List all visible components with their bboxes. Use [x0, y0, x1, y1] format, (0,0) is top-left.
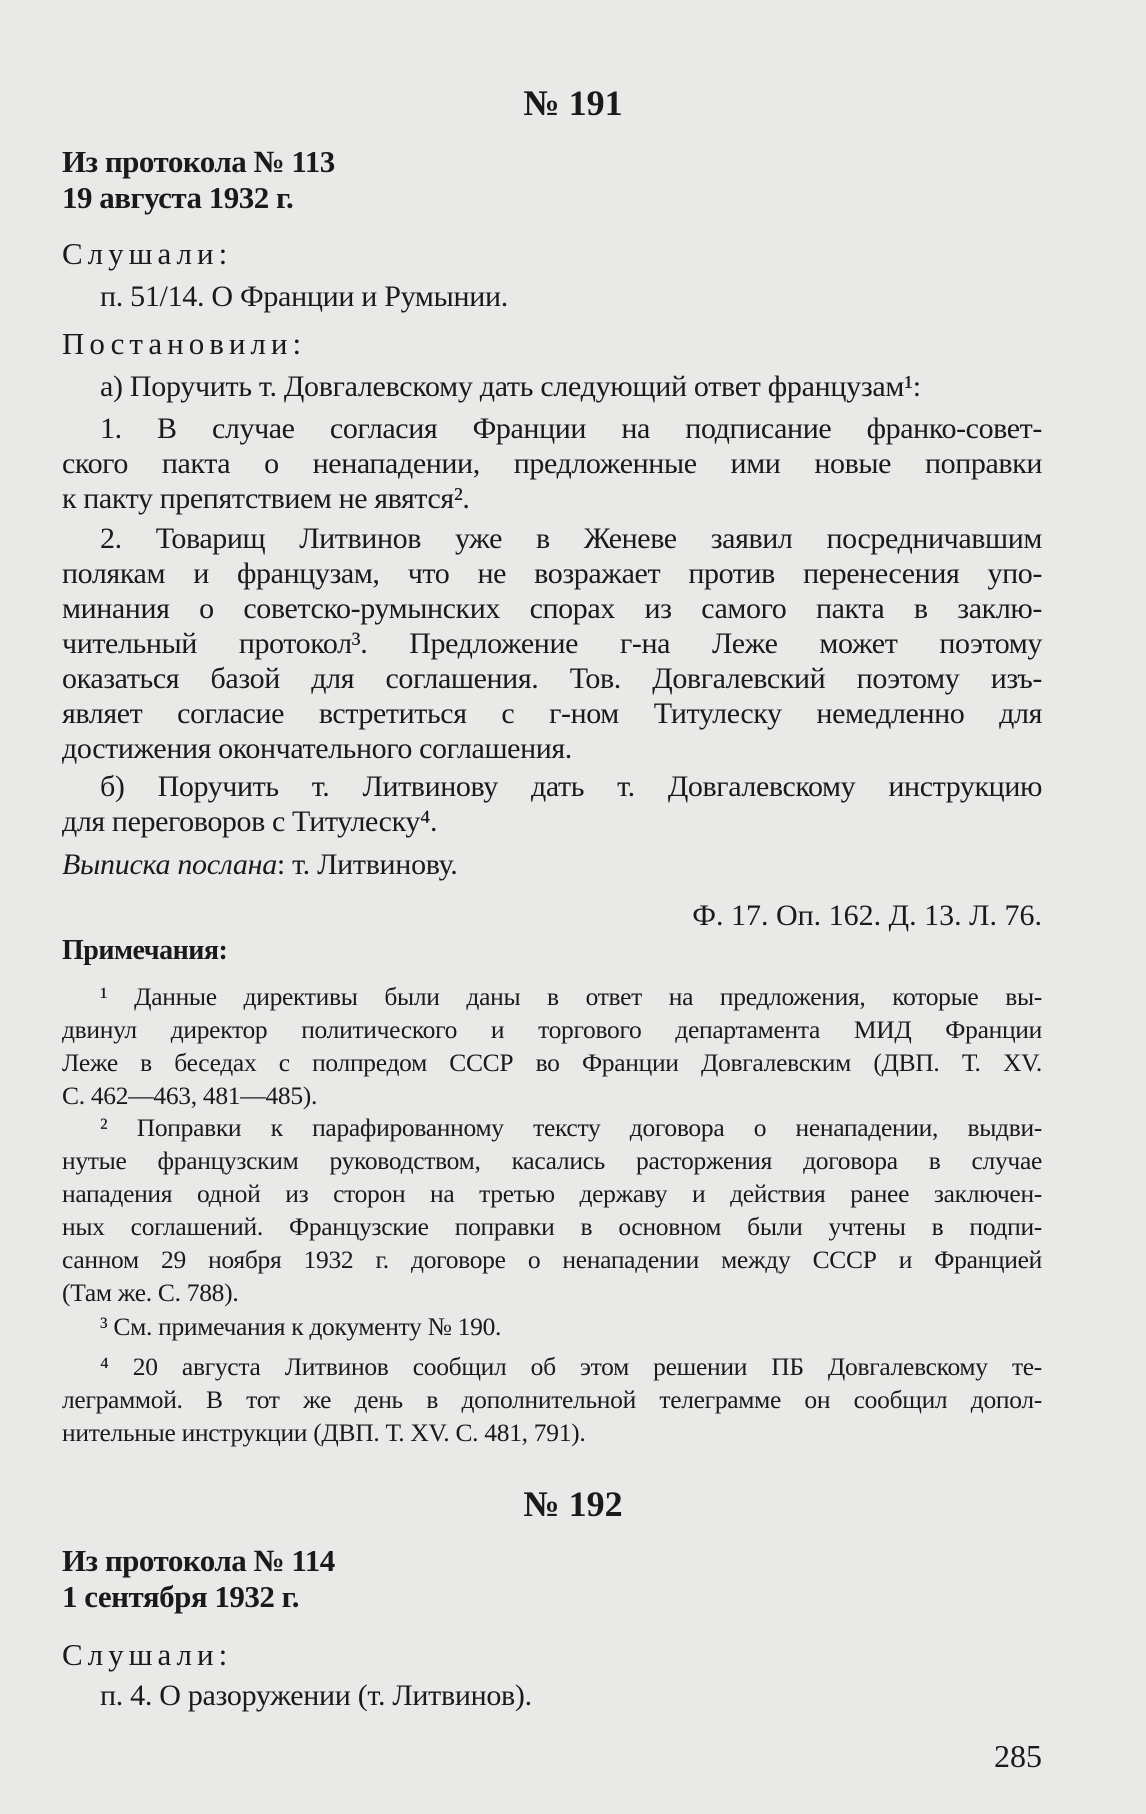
text-line: С. 462—463, 481—485). [62, 1081, 318, 1110]
text-line: санном 29 ноября 1932 г. договоре о ненападении между СССР и Францией [62, 1245, 1042, 1274]
protocol-title: Из протокола № 113 [62, 144, 335, 179]
point-2 [62, 521, 1042, 766]
protocol-title: Из протокола № 114 [62, 1543, 335, 1578]
extract-label: Выписка послана [62, 848, 277, 881]
text-line: нительные инструкции (ДВП. Т. XV. С. 481, 791). [62, 1418, 586, 1447]
text-line: 1. В случае согласия Франции на подписание франко-совет- [100, 412, 1042, 445]
text-line: к пакту препятствием не явятся². [62, 482, 470, 515]
page-number: 285 [994, 1738, 1042, 1774]
document-number-191: № 191 [523, 83, 623, 123]
decision-item-b [62, 769, 1042, 839]
footnote-1 [62, 980, 1042, 1112]
protocol-date: 19 августа 1932 г. [62, 180, 294, 215]
extract-sent [62, 848, 458, 882]
text-line: ского пакта о ненападении, предложенные ими новые поправки [62, 447, 1042, 480]
archive-reference: Ф. 17. Оп. 162. Д. 13. Л. 76. [692, 899, 1042, 932]
protocol-date: 1 сентября 1932 г. [62, 1579, 299, 1614]
heard-item: п. 51/14. О Франции и Румынии. [100, 280, 508, 313]
text-line: нападения одной из сторон на третью державу и действия ранее заключен- [62, 1179, 1042, 1208]
document-number-192: № 192 [523, 1484, 623, 1524]
text-line: для переговоров с Титулеску⁴. [62, 805, 438, 838]
text-line: леграммой. В тот же день в дополнительной телеграмме он сообщил допол- [62, 1385, 1042, 1414]
text-line: полякам и французам, что не возражает против перенесения упо- [62, 557, 1042, 590]
decided-label: Постановили: [62, 326, 307, 361]
protocol-heading-113 [62, 144, 335, 216]
footnote-4 [62, 1350, 1042, 1449]
text-line: ⁴ 20 августа Литвинов сообщил об этом решении ПБ Довгалевскому те- [100, 1352, 1042, 1381]
protocol-heading-114 [62, 1543, 335, 1615]
notes-heading: Примечания: [62, 935, 228, 966]
heard-item: п. 4. О разоружении (т. Литвинов). [100, 1679, 532, 1712]
text-line: 2. Товарищ Литвинов уже в Женеве заявил посредничавшим [100, 522, 1042, 555]
text-line: чительный протокол³. Предложение г-на Леже может поэтому [62, 627, 1042, 660]
text-line: минания о советско-румынских спорах из самого пакта в заклю- [62, 592, 1042, 625]
text-line: двинул директор политического и торгового департамента МИД Франции [62, 1015, 1042, 1044]
extract-value: : т. Литвинову. [276, 848, 458, 881]
text-line: (Там же. С. 788). [62, 1278, 239, 1307]
text-line: нутые французским руководством, касались расторжения договора в случае [62, 1146, 1042, 1175]
footnote-3 [62, 1310, 1042, 1343]
text-line: Леже в беседах с полпредом СССР во Франции Довгалевским (ДВП. Т. XV. [62, 1048, 1042, 1077]
footnote-2 [62, 1111, 1042, 1309]
text-line: ных соглашений. Французские поправки в основном были учтены в подпи- [62, 1212, 1042, 1241]
text-line: ² Поправки к парафированному тексту договора о ненападении, выдви- [100, 1113, 1042, 1142]
heard-label: Слушали: [62, 236, 233, 271]
decision-item-a: а) Поручить т. Довгалевскому дать следующий ответ французам¹: [100, 370, 921, 403]
text-line: б) Поручить т. Литвинову дать т. Довгалевскому инструкцию [100, 770, 1042, 803]
text-line: являет согласие встретиться с г-ном Титулеску немедленно для [62, 697, 1042, 730]
text-line: оказаться базой для соглашения. Тов. Довгалевский поэтому изъ- [62, 662, 1042, 695]
text-line: достижения окончательного соглашения. [62, 732, 572, 765]
text-line: ³ См. примечания к документу № 190. [100, 1312, 502, 1341]
point-1 [62, 411, 1042, 516]
text-line: ¹ Данные директивы были даны в ответ на предложения, которые вы- [100, 982, 1042, 1011]
heard-label: Слушали: [62, 1637, 233, 1672]
